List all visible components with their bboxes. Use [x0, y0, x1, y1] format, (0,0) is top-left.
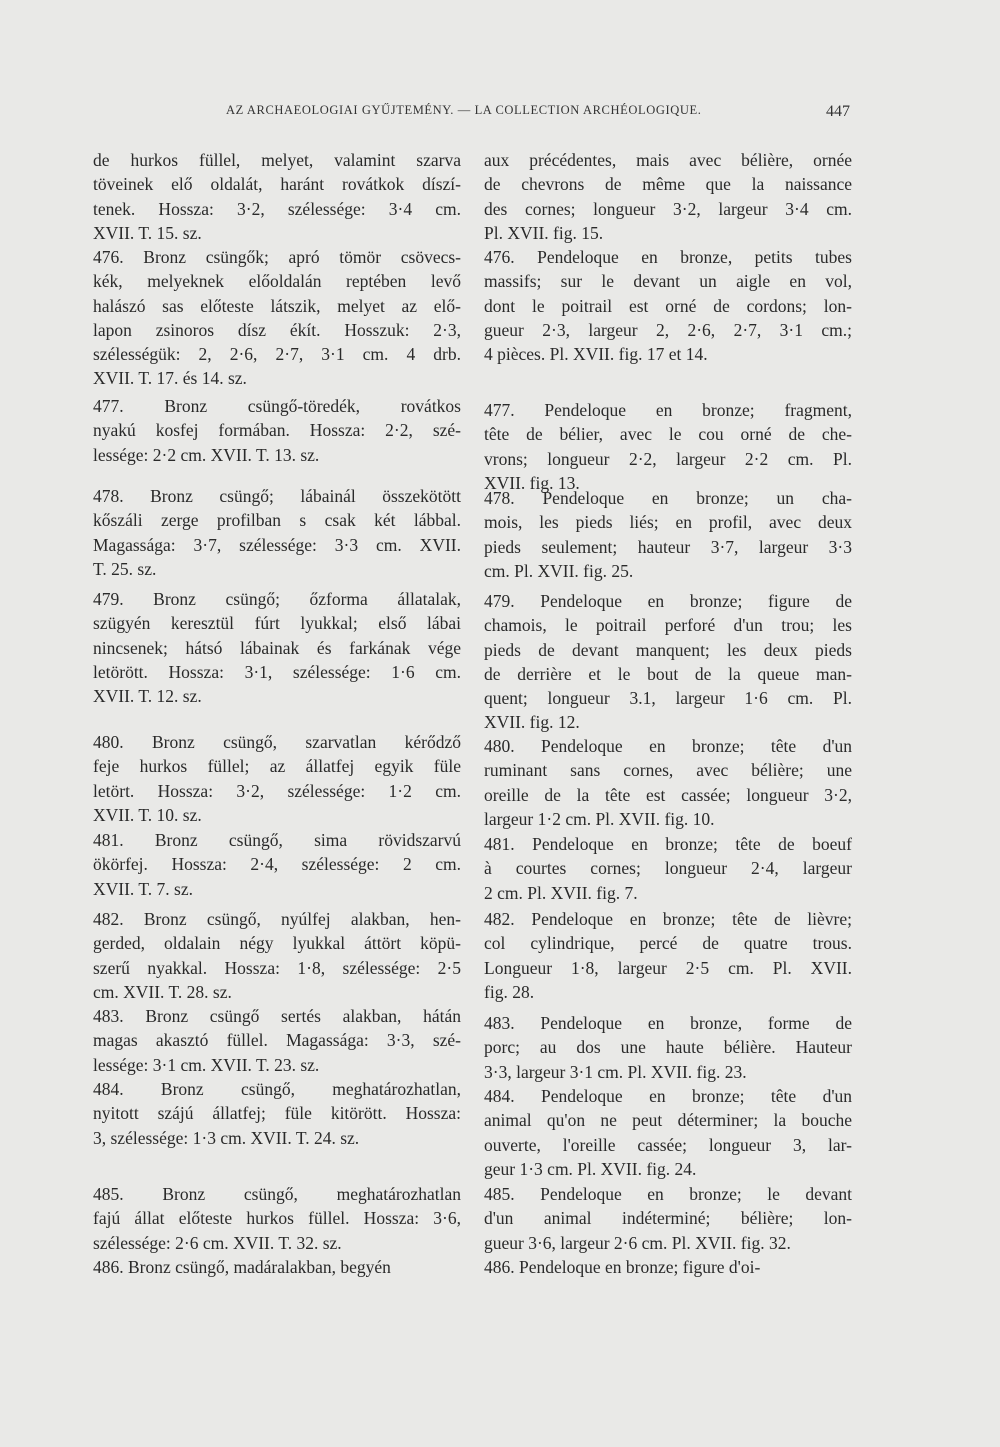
- text-line: vrons; longueur 2·2, largeur 2·2 cm. Pl.: [484, 448, 852, 469]
- text-line: cm. Pl. XVII. fig. 25.: [484, 560, 634, 581]
- text-line: 484. Bronz csüngő, meghatározhatlan,: [93, 1079, 461, 1099]
- hungarian-entry: [93, 828, 461, 901]
- text-line: 4 pièces. Pl. XVII. fig. 17 et 14.: [484, 344, 708, 365]
- text-line: szélességük: 2, 2·6, 2·7, 3·1 cm. 4 drb.: [93, 344, 461, 365]
- text-line: szerű nyakkal. Hossza: 1·8, szélessége: 2·5: [93, 957, 461, 978]
- text-line: pieds de devant manquent; les deux pieds: [484, 639, 852, 660]
- hungarian-entry: [93, 1255, 461, 1279]
- text-line: à courtes cornes; longueur 2·4, largeur: [484, 858, 852, 879]
- hungarian-entry: [93, 148, 461, 245]
- french-entry: [484, 1011, 852, 1084]
- text-line: XVII. fig. 13.: [484, 472, 580, 493]
- text-line: geur 1·3 cm. Pl. XVII. fig. 24.: [484, 1158, 697, 1179]
- text-line: nyitott szájú állatfej; füle kitörött. Hossza:: [93, 1103, 461, 1124]
- text-line: cm. XVII. T. 28. sz.: [93, 981, 232, 1002]
- text-line: quent; longueur 3.1, largeur 1·6 cm. Pl.: [484, 688, 852, 709]
- text-line: XVII. fig. 12.: [484, 712, 580, 733]
- hungarian-entry: [93, 1004, 461, 1077]
- text-line: nincsenek; hátsó lábainak és farkának vége: [93, 637, 461, 658]
- text-line: T. 25. sz.: [93, 558, 157, 579]
- text-line: aux précédentes, mais avec bélière, ornée: [484, 150, 852, 170]
- text-line: ökörfej. Hossza: 2·4, szélessége: 2 cm.: [93, 854, 461, 875]
- french-entry: [484, 589, 852, 735]
- text-line: lapon zsinoros dísz ékít. Hosszuk: 2·3,: [93, 319, 461, 340]
- text-line: chamois, le poitrail perforé d'un trou; les: [484, 615, 852, 636]
- text-line: porc; au dos une haute bélière. Hauteur: [484, 1037, 852, 1058]
- text-line: letört. Hossza: 3·2, szélessége: 1·2 cm.: [93, 780, 461, 801]
- text-line: XVII. T. 17. és 14. sz.: [93, 368, 247, 389]
- text-line: 485. Bronz csüngő, meghatározhatlan: [93, 1184, 461, 1204]
- text-line: 476. Pendeloque en bronze, petits tubes: [484, 247, 852, 267]
- page-number: 447: [826, 103, 850, 120]
- text-line: fig. 28.: [484, 981, 535, 1002]
- text-line: 481. Pendeloque en bronze; tête de boeuf: [484, 834, 852, 854]
- hungarian-entry: [93, 484, 461, 581]
- french-entry: [484, 907, 852, 1004]
- text-line: lessége: 2·2 cm. XVII. T. 13. sz.: [93, 444, 320, 465]
- text-line: 480. Pendeloque en bronze; tête d'un: [484, 736, 852, 756]
- text-line: 482. Bronz csüngő, nyúlfej alakban, hen-: [93, 909, 461, 929]
- text-line: de chevrons de même que la naissance: [484, 174, 852, 195]
- text-line: nyakú kosfej formában. Hossza: 2·2, szé-: [93, 420, 461, 441]
- text-line: de hurkos füllel, melyet, valamint szarva: [93, 150, 461, 170]
- text-line: feje hurkos füllel; az állatfej egyik füle: [93, 756, 461, 777]
- french-entry: [484, 245, 852, 366]
- running-header: AZ ARCHAEOLOGIAI GYŰJTEMÉNY. — LA COLLECTION ARCHÉOLOGIQUE.: [226, 103, 702, 117]
- hungarian-entry: [93, 1077, 461, 1150]
- text-line: 479. Pendeloque en bronze; figure de: [484, 591, 852, 611]
- text-line: ouverte, l'oreille cassée; longueur 3, lar-: [484, 1134, 852, 1155]
- text-line: Pl. XVII. fig. 15.: [484, 222, 604, 243]
- text-line: mois, les pieds liés; en profil, avec deux: [484, 512, 852, 533]
- text-line: largeur 1·2 cm. Pl. XVII. fig. 10.: [484, 808, 715, 829]
- text-line: 2 cm. Pl. XVII. fig. 7.: [484, 882, 638, 903]
- text-line: gueur 2·3, largeur 2, 2·6, 2·7, 3·1 cm.;: [484, 319, 852, 340]
- text-line: dont le poitrail est orné de cordons; lon-: [484, 295, 852, 316]
- text-line: 484. Pendeloque en bronze; tête d'un: [484, 1086, 852, 1106]
- text-line: XVII. T. 7. sz.: [93, 878, 193, 899]
- text-line: 483. Bronz csüngő sertés alakban, hátán: [93, 1006, 461, 1026]
- text-line: Longueur 1·8, largeur 2·5 cm. Pl. XVII.: [484, 957, 852, 978]
- text-line: tête de bélier, avec le cou orné de che-: [484, 424, 852, 445]
- text-line: XVII. T. 12. sz.: [93, 686, 202, 707]
- text-line: halászó sas előteste látszik, melyet az elő-: [93, 295, 461, 316]
- text-line: 486. Bronz csüngő, madáralakban, begyén: [93, 1257, 391, 1277]
- french-entry: [484, 148, 852, 245]
- text-line: 478. Bronz csüngő; lábainál összekötött: [93, 486, 461, 506]
- text-line: gerded, oldalain négy lyukkal áttört köpü-: [93, 933, 461, 954]
- text-line: XVII. T. 10. sz.: [93, 804, 202, 825]
- text-line: 481. Bronz csüngő, sima rövidszarvú: [93, 830, 461, 850]
- text-line: des cornes; longueur 3·2, largeur 3·4 cm.: [484, 198, 852, 219]
- text-line: 476. Bronz csüngők; apró tömör csövecs-: [93, 247, 461, 267]
- text-line: 483. Pendeloque en bronze, forme de: [484, 1013, 852, 1033]
- text-line: ruminant sans cornes, avec bélière; une: [484, 760, 852, 781]
- text-line: XVII. T. 15. sz.: [93, 222, 202, 243]
- text-line: col cylindrique, percé de quatre trous.: [484, 933, 852, 954]
- text-line: fajú állat előteste hurkos füllel. Hossza: 3·6,: [93, 1208, 461, 1229]
- text-line: 477. Bronz csüngő-töredék, rovátkos: [93, 396, 461, 416]
- french-entry: [484, 1084, 852, 1181]
- text-line: 480. Bronz csüngő, szarvatlan kérődző: [93, 732, 461, 752]
- text-line: Magassága: 3·7, szélessége: 3·3 cm. XVII.: [93, 534, 461, 555]
- text-line: szélessége: 2·6 cm. XVII. T. 32. sz.: [93, 1232, 342, 1253]
- text-line: d'un animal indéterminé; bélière; lon-: [484, 1208, 852, 1229]
- hungarian-entry: [93, 394, 461, 467]
- text-line: 485. Pendeloque en bronze; le devant: [484, 1184, 852, 1204]
- french-entry: [484, 832, 852, 905]
- text-line: kőszáli zerge profilban s csak két lábbal.: [93, 510, 461, 531]
- text-line: letörött. Hossza: 3·1, szélessége: 1·6 cm.: [93, 661, 461, 682]
- text-line: töveinek elő oldalát, haránt rovátkok díszí-: [93, 174, 461, 195]
- french-entry: [484, 486, 852, 583]
- hungarian-entry: [93, 587, 461, 708]
- text-line: 486. Pendeloque en bronze; figure d'oi-: [484, 1257, 761, 1277]
- text-line: 478. Pendeloque en bronze; un cha-: [484, 488, 852, 508]
- french-entry: [484, 1255, 852, 1279]
- text-line: de derrière et le bout de la queue man-: [484, 663, 852, 684]
- hungarian-entry: [93, 245, 461, 391]
- text-line: tenek. Hossza: 3·2, szélessége: 3·4 cm.: [93, 198, 461, 219]
- hungarian-entry: [93, 1182, 461, 1255]
- text-line: 3·3, largeur 3·1 cm. Pl. XVII. fig. 23.: [484, 1061, 747, 1082]
- french-entry: [484, 1182, 852, 1255]
- text-line: animal qu'on ne peut déterminer; la bouche: [484, 1110, 852, 1131]
- text-line: massifs; sur le devant un aigle en vol,: [484, 271, 852, 292]
- text-line: 3, szélessége: 1·3 cm. XVII. T. 24. sz.: [93, 1127, 360, 1148]
- text-line: 477. Pendeloque en bronze; fragment,: [484, 400, 852, 420]
- text-line: magas akasztó füllel. Magassága: 3·3, szé-: [93, 1030, 461, 1051]
- text-line: gueur 3·6, largeur 2·6 cm. Pl. XVII. fig. 32.: [484, 1232, 791, 1253]
- text-line: szügyén keresztül fúrt lyukkal; első lábai: [93, 613, 461, 634]
- french-entry: [484, 734, 852, 831]
- text-line: oreille de la tête est cassée; longueur 3·2,: [484, 784, 852, 805]
- text-line: 479. Bronz csüngő; őzforma állatalak,: [93, 589, 461, 609]
- text-line: lessége: 3·1 cm. XVII. T. 23. sz.: [93, 1054, 320, 1075]
- hungarian-entry: [93, 907, 461, 1004]
- text-line: pieds seulement; hauteur 3·7, largeur 3·3: [484, 536, 852, 557]
- hungarian-entry: [93, 730, 461, 827]
- text-line: 482. Pendeloque en bronze; tête de lièvre;: [484, 909, 852, 929]
- french-entry: [484, 398, 852, 495]
- text-line: kék, melyeknek előoldalán reptében levő: [93, 271, 461, 292]
